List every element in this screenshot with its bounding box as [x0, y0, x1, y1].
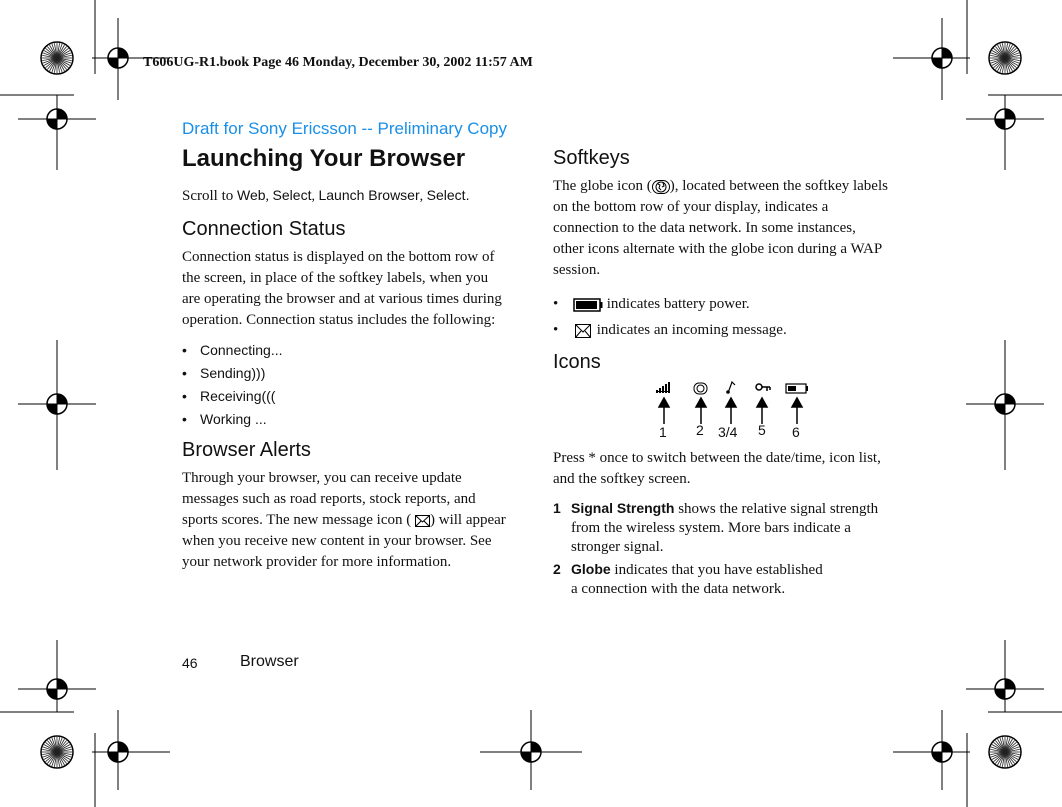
browser-alerts-text: Through your browser, you can receive update messages such as road reports, stock reports, and sports scores. The new message icon ( ) will appear when you receive new content in your browser. See your network provider for more information. — [182, 470, 506, 570]
bullet-receiving: • Receiving((( — [182, 388, 276, 404]
browser-alerts-heading: Browser Alerts — [182, 439, 311, 461]
page-number: 46 — [182, 655, 198, 671]
scroll-instruction: Scroll to Web, Select, Launch Browser, Select. — [182, 187, 470, 204]
connection-status-text: Connection status is displayed on the bottom row of the screen, in place of the softkey labels, when you are operating the browser and at various times during operation. Connection status includes the following: — [182, 249, 502, 328]
starburst-mark — [989, 42, 1021, 74]
softkeys-heading: Softkeys — [553, 147, 630, 169]
press-star-text: Press * once to switch between the date/time, icon list, and the softkey screen. — [553, 450, 881, 487]
bullet-working: • Working ... — [182, 411, 267, 427]
bullet-connecting: • Connecting... — [182, 342, 283, 358]
key-icon — [756, 384, 770, 391]
icon-label-2: 2 — [696, 422, 704, 438]
icons-legend-figure — [648, 380, 818, 442]
icons-heading: Icons — [553, 351, 601, 373]
starburst-mark — [989, 736, 1021, 768]
starburst-mark — [41, 42, 73, 74]
battery-icon — [573, 298, 603, 312]
bullet-message: • indicates an incoming message. — [553, 322, 787, 338]
envelope-icon — [573, 324, 593, 338]
battery-icon — [786, 384, 808, 393]
page-title: Launching Your Browser — [182, 145, 466, 172]
globe-icon — [652, 180, 670, 194]
signal-strength-icon — [656, 382, 670, 393]
icon-label-1: 1 — [659, 424, 667, 440]
icon-label-3-4: 3/4 — [718, 424, 738, 440]
softkeys-text: The globe icon ( ), located between the softkey labels on the bottom row of your display, indicates a connection to the data network. In some instances, other icons alternate with the globe icon during a WAP session. — [553, 178, 888, 278]
envelope-icon — [415, 515, 430, 527]
icon-item-signal-strength: 1 Signal Strength shows the relative signal strength from the wireless system. More bars indicate a stronger signal. — [553, 500, 879, 555]
draft-notice: Draft for Sony Ericsson -- Preliminary Copy — [182, 119, 507, 138]
note-icon — [726, 382, 735, 394]
icon-label-6: 6 — [792, 424, 800, 440]
globe-icon — [694, 383, 707, 394]
connection-status-heading: Connection Status — [182, 218, 346, 240]
book-header: T606UG-R1.book Page 46 Monday, December 30, 2002 11:57 AM — [143, 55, 533, 70]
icon-label-5: 5 — [758, 422, 766, 438]
starburst-mark — [41, 736, 73, 768]
footer-section: Browser — [240, 653, 299, 670]
bullet-sending: • Sending))) — [182, 365, 266, 381]
bullet-battery: • indicates battery power. — [553, 296, 750, 312]
icon-item-globe: 2 Globe indicates that you have established a connection with the data network. — [553, 561, 823, 597]
icons-legend-graphic — [648, 380, 818, 425]
